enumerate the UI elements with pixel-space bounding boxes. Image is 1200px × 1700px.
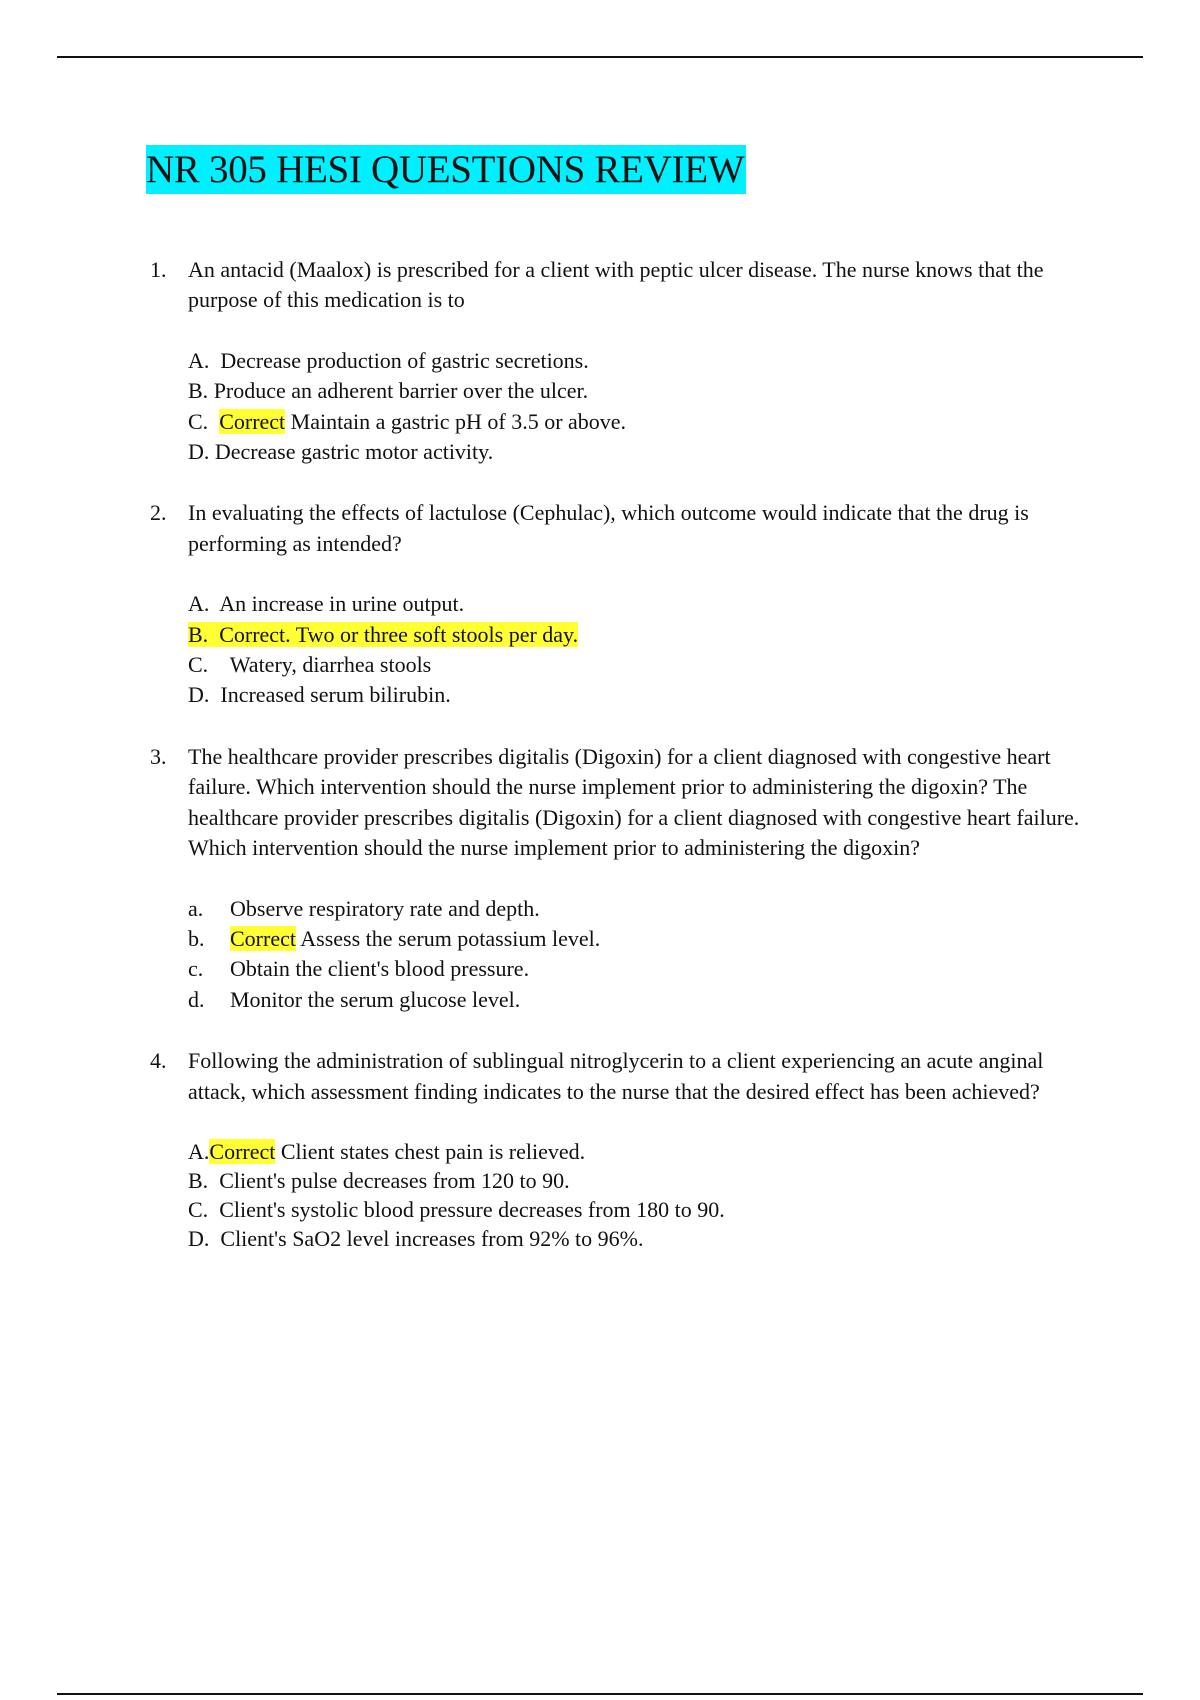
answer-option-d (188, 680, 1100, 710)
answer-options (188, 346, 1100, 468)
question-text: The healthcare provider prescribes digitalis (Digoxin) for a client diagnosed with congestive heart failure. Which intervention should the nurse implement prior to administering the digoxin? The healthcare provider prescribes digitalis (Digoxin) for a client diagnosed with congestive heart failure. Which intervention should the nurse implement prior to administering the digoxin? (188, 743, 1080, 861)
answer-option-a (188, 589, 1100, 619)
answer-options (188, 589, 1100, 711)
option-letter: b. (188, 925, 205, 951)
title-block (146, 145, 746, 194)
option-text: Client states chest pain is relieved. (280, 1138, 586, 1164)
option-letter: A. (188, 1138, 210, 1164)
option-text: An increase in urine output. (219, 591, 465, 617)
question-number: 1. (150, 257, 167, 282)
option-text: Monitor the serum glucose level. (230, 986, 521, 1012)
option-letter: d. (188, 986, 205, 1012)
question-list (150, 255, 1100, 1284)
option-text: Client's pulse decreases from 120 to 90. (219, 1167, 570, 1193)
question-3 (150, 742, 1100, 1015)
option-letter: a. (188, 895, 204, 921)
answer-option-a (188, 1137, 1100, 1166)
option-letter: C. (188, 408, 209, 434)
option-letter: B. (188, 378, 209, 404)
correct-marker: Correct (230, 925, 296, 951)
option-letter: D. (188, 1225, 210, 1251)
answer-option-d (188, 437, 1100, 467)
option-text: Correct. Two or three soft stools per day. (219, 621, 579, 647)
option-text: Decrease gastric motor activity. (214, 439, 494, 465)
answer-option-c (188, 650, 1100, 680)
question-text: Following the administration of sublingual nitroglycerin to a client experiencing an acute anginal attack, which assessment finding indicates to the nurse that the desired effect has been achieved? (188, 1048, 1044, 1104)
option-letter: D. (188, 439, 210, 465)
option-text: Increased serum bilirubin. (220, 682, 451, 708)
correct-answer-highlight (188, 622, 578, 647)
option-letter: c. (188, 956, 204, 982)
answer-option-c (188, 407, 1100, 437)
answer-option-a (188, 894, 1100, 924)
answer-option-c (188, 1195, 1100, 1224)
question-number: 3. (150, 743, 167, 769)
option-text: Decrease production of gastric secretions. (220, 347, 589, 373)
option-letter: B. (188, 1167, 209, 1193)
option-text: Obtain the client's blood pressure. (230, 956, 530, 982)
bottom-rule (57, 1693, 1143, 1695)
answer-option-b (188, 376, 1100, 406)
question-text: In evaluating the effects of lactulose (Cephulac), which outcome would indicate that the drug is performing as intended? (188, 500, 1029, 556)
option-text: Maintain a gastric pH of 3.5 or above. (290, 408, 627, 434)
option-letter: C. (188, 1196, 209, 1222)
question-number: 4. (150, 1048, 167, 1074)
option-text: Observe respiratory rate and depth. (230, 895, 540, 921)
option-text: Client's systolic blood pressure decreases from 180 to 90. (219, 1196, 725, 1222)
top-rule (57, 56, 1143, 58)
answer-option-b (188, 620, 1100, 650)
option-letter: D. (188, 682, 210, 708)
option-letter: A. (188, 347, 210, 373)
page-title: NR 305 HESI QUESTIONS REVIEW (146, 145, 746, 194)
option-text: Client's SaO2 level increases from 92% to 96%. (220, 1225, 644, 1251)
option-letter: C. (188, 652, 209, 678)
answer-option-d (188, 985, 1100, 1015)
answer-option-b (188, 924, 1100, 954)
answer-options (188, 894, 1100, 1016)
option-letter: B. (188, 621, 209, 647)
answer-option-c (188, 954, 1100, 984)
correct-marker: Correct (219, 408, 286, 434)
option-text: Produce an adherent barrier over the ulcer. (213, 378, 589, 404)
question-1 (150, 255, 1100, 467)
option-text: Watery, diarrhea stools (229, 652, 432, 678)
question-2 (150, 498, 1100, 710)
answer-option-a (188, 346, 1100, 376)
option-text: Assess the serum potassium level. (300, 925, 601, 951)
question-4 (150, 1046, 1100, 1253)
answer-option-b (188, 1166, 1100, 1195)
option-letter: A. (188, 591, 210, 617)
question-text: An antacid (Maalox) is prescribed for a client with peptic ulcer disease. The nurse knows that the purpose of this medication is to (188, 257, 1044, 313)
answer-options (188, 1137, 1100, 1253)
correct-marker: Correct (209, 1138, 276, 1164)
question-number: 2. (150, 500, 167, 526)
answer-option-d (188, 1224, 1100, 1253)
